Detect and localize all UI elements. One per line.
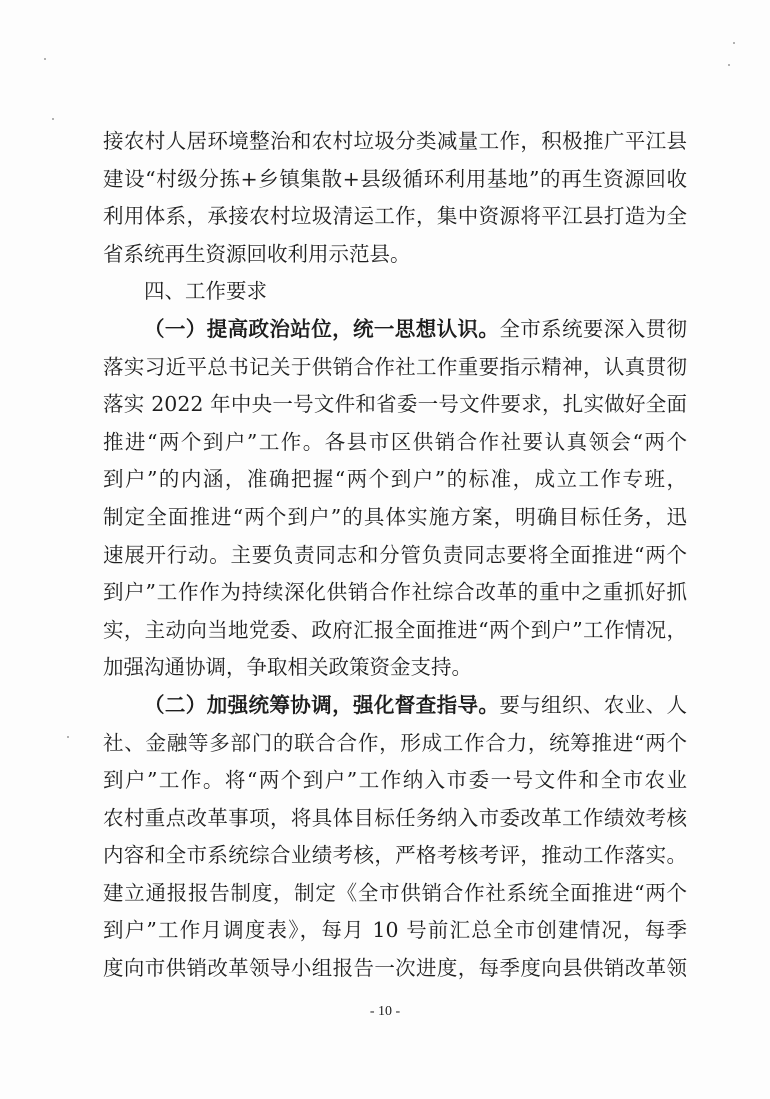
scan-speck	[52, 118, 54, 120]
paragraph-line: 建立通报报告制度，制定《全市供销合作社系统全面推进“两个	[103, 880, 687, 905]
paragraph-line: 利用体系，承接农村垃圾清运工作，集中资源将平江县打造为全	[103, 204, 687, 229]
section-heading: 四、工作要求	[144, 279, 267, 304]
paragraph-line: 到户”工作。将“两个到户”工作纳入市委一号文件和全市农业	[103, 768, 687, 793]
paragraph-line: 到户”工作月调度表》，每月 10 号前汇总全市创建情况，每季	[103, 918, 687, 943]
paragraph-line: 落实 2022 年中央一号文件和省委一号文件要求，扎实做好全面	[103, 392, 687, 417]
point-1-first-line-text: 全市系统要深入贯彻	[499, 316, 687, 341]
paragraph-line: 实，主动向当地党委、政府汇报全面推进“两个到户”工作情况，	[103, 617, 687, 642]
paragraph-line: 社、金融等多部门的联合合作，形成工作合力，统筹推进“两个	[103, 730, 687, 755]
paragraph-line: 加强沟通协调，争取相关政策资金支持。	[103, 655, 472, 680]
paragraph-line: 落实习近平总书记关于供销合作社工作重要指示精神，认真贯彻	[103, 354, 687, 379]
point-1-first-line	[103, 311, 687, 349]
paragraph-line: 制定全面推进“两个到户”的具体实施方案，明确目标任务，迅	[103, 504, 687, 529]
scan-speck	[733, 42, 735, 44]
point-2-first-line-text: 要与组织、农业、人	[499, 692, 687, 717]
paragraph-line: 省系统再生资源回收利用示范县。	[103, 241, 411, 266]
scan-speck	[44, 58, 46, 60]
paragraph-line: 速展开行动。主要负责同志和分管负责同志要将全面推进“两个	[103, 542, 687, 567]
paragraph-line: 农村重点改革事项，将具体目标任务纳入市委改革工作绩效考核	[103, 805, 687, 830]
paragraph-line: 内容和全市系统综合业绩考核，严格考核考评，推动工作落实。	[103, 843, 687, 868]
scan-speck	[728, 64, 730, 66]
point-2-title: （二）加强统筹协调，强化督查指导。	[144, 692, 500, 717]
point-2-first-line	[103, 687, 687, 725]
paragraph-line: 推进“两个到户”工作。各县市区供销合作社要认真领会“两个	[103, 429, 687, 454]
page-number: - 10 -	[369, 1004, 401, 1019]
paragraph-line: 度向市供销改革领导小组报告一次进度，每季度向县供销改革领	[103, 956, 687, 981]
point-1-title: （一）提高政治站位，统一思想认识。	[144, 316, 500, 341]
paragraph-line: 建设“村级分拣+乡镇集散+县级循环利用基地”的再生资源回收	[103, 166, 687, 191]
paragraph-line: 到户”的内涵，准确把握“两个到户”的标准，成立工作专班，	[103, 467, 687, 492]
body-text	[103, 123, 687, 988]
paragraph-line: 到户”工作作为持续深化供销合作社综合改革的重中之重抓好抓	[103, 580, 687, 605]
scan-speck	[67, 736, 69, 738]
paragraph-line: 接农村人居环境整治和农村垃圾分类减量工作，积极推广平江县	[103, 129, 687, 153]
